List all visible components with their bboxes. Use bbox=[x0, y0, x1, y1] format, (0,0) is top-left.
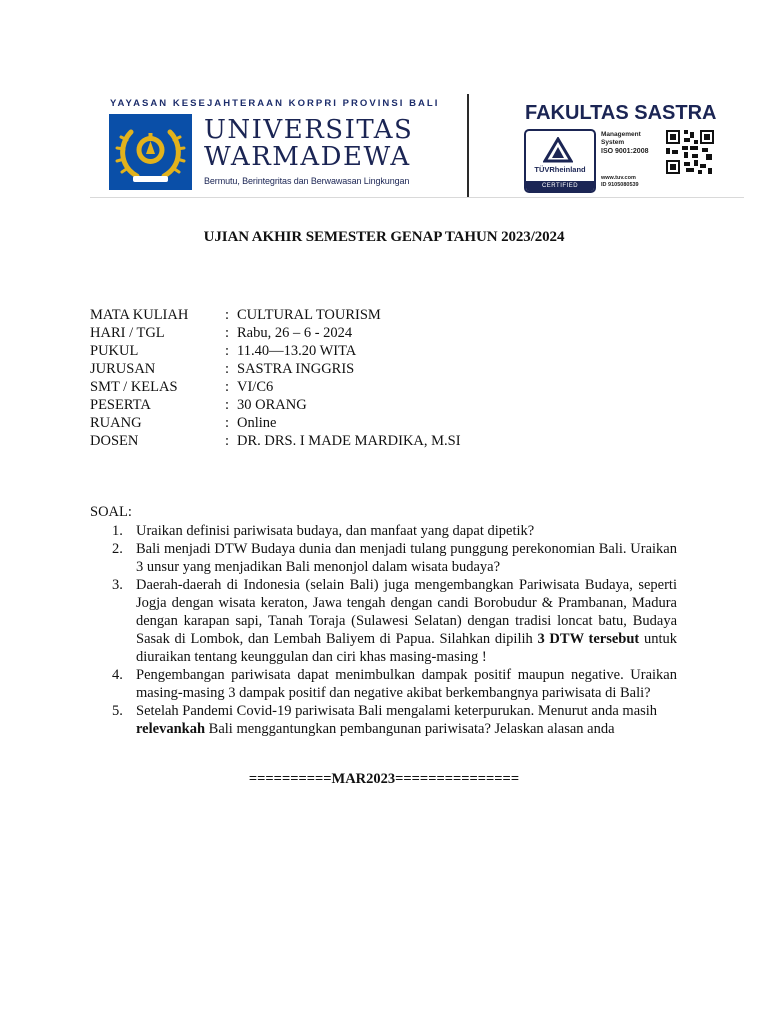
info-row bbox=[90, 306, 461, 324]
question-text-continued: untuk diuraikan tentang keunggulan dan ciri khas masing-masing ! bbox=[136, 631, 678, 665]
info-label: SMT / KELAS bbox=[90, 379, 178, 395]
question-number: 2. bbox=[112, 541, 123, 557]
question-number: 1. bbox=[112, 523, 123, 539]
info-row bbox=[90, 396, 461, 414]
info-value: SASTRA INGGRIS bbox=[237, 361, 355, 377]
info-colon: : bbox=[225, 325, 230, 341]
info-label: JURUSAN bbox=[90, 361, 156, 377]
question-number: 3. bbox=[112, 577, 123, 593]
info-label: MATA KULIAH bbox=[90, 307, 189, 323]
question-item bbox=[90, 540, 677, 576]
question-text: Setelah Pandemi Covid-19 pariwisata Bali mengalami keterpurukan. Menurut anda masih bbox=[136, 703, 658, 719]
info-label: RUANG bbox=[90, 415, 142, 431]
info-row bbox=[90, 414, 461, 432]
tuv-triangle-icon bbox=[543, 137, 573, 163]
question-list bbox=[90, 522, 677, 738]
question-text: Uraikan definisi pariwisata budaya, dan manfaat yang dapat dipetik? bbox=[136, 523, 535, 539]
info-row bbox=[90, 342, 461, 360]
info-row bbox=[90, 360, 461, 378]
info-row bbox=[90, 432, 461, 450]
university-name-line1: UNIVERSITAS bbox=[204, 115, 414, 145]
question-item bbox=[90, 702, 677, 738]
exam-title: UJIAN AKHIR SEMESTER GENAP TAHUN 2023/2024 bbox=[203, 229, 565, 245]
info-colon: : bbox=[225, 361, 230, 377]
university-name-line2: WARMADEWA bbox=[204, 142, 411, 172]
info-value: VI/C6 bbox=[237, 379, 274, 395]
tuv-certification-badge bbox=[524, 129, 596, 193]
exam-info-table bbox=[90, 306, 461, 450]
question-item bbox=[90, 576, 677, 666]
foundation-name: YAYASAN KESEJAHTERAAN KORPRI PROVINSI BALI bbox=[110, 98, 440, 109]
question-item bbox=[90, 666, 677, 702]
info-row bbox=[90, 324, 461, 342]
tuv-name: TÜVRheinland bbox=[534, 165, 586, 174]
info-colon: : bbox=[225, 433, 230, 449]
question-text: Daerah-daerah di Indonesia (selain Bali) juga mengembangkan Pariwisata Budaya, seperti Jogja dengan wisata keraton, Jawa tengah dengan candi Borobudur & Prambanan, Madura dengan karapan sapi, Tanah Toraja (Sulawesi Selatan) dengan tradisi loncat batu, Budaya Sasak di Lombok, dan Lembah Baliyem di Papua. Silahkan dipilih bbox=[136, 577, 677, 647]
info-colon: : bbox=[225, 343, 230, 359]
tuv-certified-label: CERTIFIED bbox=[526, 181, 594, 191]
faculty-name: FAKULTAS SASTRA bbox=[525, 102, 717, 124]
info-row bbox=[90, 378, 461, 396]
letterhead bbox=[90, 93, 744, 198]
info-colon: : bbox=[225, 397, 230, 413]
info-value: Rabu, 26 – 6 - 2024 bbox=[237, 325, 353, 341]
management-system-label bbox=[601, 131, 648, 156]
footer-marker: ==========MAR2023=============== bbox=[248, 771, 520, 787]
info-value: DR. DRS. I MADE MARDIKA, M.SI bbox=[237, 433, 461, 449]
question-emphasis: relevankah bbox=[136, 721, 206, 737]
info-colon: : bbox=[225, 415, 230, 431]
info-label: PUKUL bbox=[90, 343, 139, 359]
management-label: Management bbox=[601, 131, 641, 138]
soal-label: SOAL: bbox=[90, 504, 132, 520]
question-text-continued: Bali menggantungkan pembangunan pariwisata? Jelaskan alasan anda bbox=[205, 721, 615, 737]
university-logo-icon bbox=[109, 114, 192, 190]
iso-label: ISO 9001:2008 bbox=[601, 148, 649, 155]
info-colon: : bbox=[225, 307, 230, 323]
tuv-id-label: ID 9105080539 bbox=[601, 181, 639, 188]
university-name bbox=[204, 117, 413, 171]
university-tagline: Bermutu, Berintegritas dan Berwawasan Lingkungan bbox=[204, 176, 410, 186]
letterhead-divider bbox=[467, 94, 469, 197]
question-emphasis: 3 DTW tersebut bbox=[537, 631, 640, 647]
info-value: 30 ORANG bbox=[237, 397, 307, 413]
info-label: PESERTA bbox=[90, 397, 151, 413]
info-colon: : bbox=[225, 379, 230, 395]
info-label: HARI / TGL bbox=[90, 325, 165, 341]
question-item bbox=[90, 522, 677, 540]
tuv-web-label: www.tuv.com bbox=[601, 175, 636, 181]
qr-code-icon bbox=[666, 130, 714, 174]
info-value: CULTURAL TOURISM bbox=[237, 307, 381, 323]
question-text: Pengembangan pariwisata dapat menimbulkan dampak positif maupun negative. Uraikan masing-masing 3 dampak positif dan negative akibat berkembangnya pariwisata di Bali? bbox=[136, 667, 677, 701]
info-value: Online bbox=[237, 415, 277, 431]
tuv-website bbox=[601, 175, 639, 188]
question-number: 5. bbox=[112, 703, 123, 719]
info-label: DOSEN bbox=[90, 433, 139, 449]
question-text: Bali menjadi DTW Budaya dunia dan menjadi tulang punggung perekonomian Bali. Uraikan 3 unsur yang menjadikan Bali menonjol dalam wisata budaya? bbox=[136, 541, 677, 575]
question-number: 4. bbox=[112, 667, 123, 683]
system-label: System bbox=[601, 139, 625, 146]
info-value: 11.40—13.20 WITA bbox=[237, 343, 357, 359]
